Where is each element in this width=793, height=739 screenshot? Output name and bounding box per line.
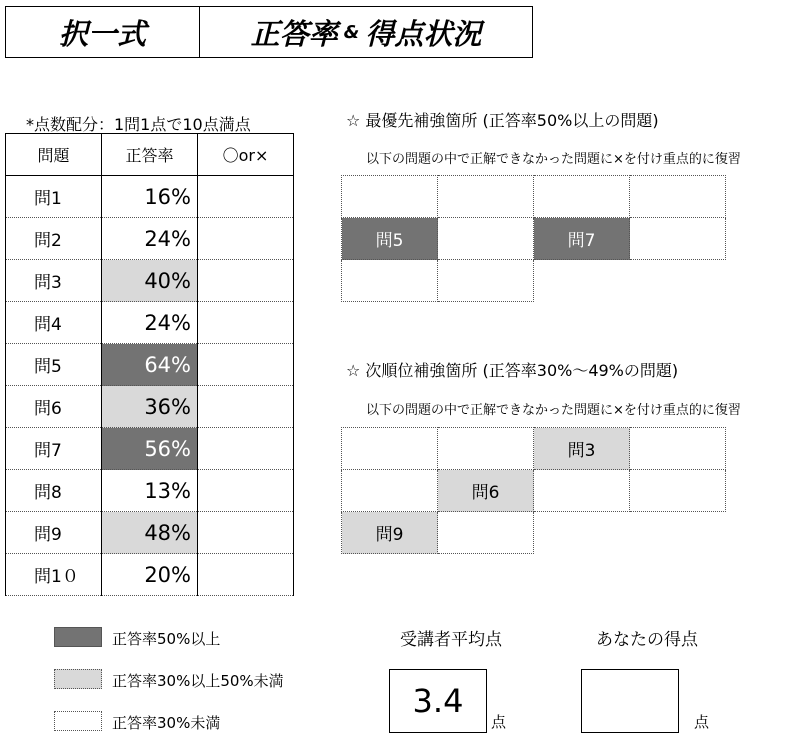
table-row: [6, 176, 294, 218]
grid-empty: [534, 512, 630, 554]
rate-value: 56%: [102, 428, 198, 470]
question-label: 問8: [6, 470, 102, 512]
table-row: [6, 344, 294, 386]
question-label: 問2: [6, 218, 102, 260]
table-row: [6, 302, 294, 344]
grid-row: [342, 176, 726, 218]
title-amp: &: [343, 21, 360, 43]
mark-cell[interactable]: [198, 344, 294, 386]
average-unit: 点: [491, 713, 507, 731]
question-label: 問9: [6, 512, 102, 554]
rate-value: 13%: [102, 470, 198, 512]
grid-cell: [534, 176, 630, 218]
mark-cell[interactable]: [198, 386, 294, 428]
question-label: 問5: [6, 344, 102, 386]
question-label: 問1: [6, 176, 102, 218]
mark-cell[interactable]: [198, 218, 294, 260]
table-row: [6, 218, 294, 260]
mark-cell[interactable]: [198, 302, 294, 344]
score-note: *点数配分：1問1点で10点満点: [26, 115, 251, 134]
legend-label-dark: 正答率50%以上: [112, 630, 221, 648]
grid-cell: [438, 218, 534, 260]
mark-cell[interactable]: [198, 260, 294, 302]
grid-cell: [438, 176, 534, 218]
rate-value: 24%: [102, 218, 198, 260]
grid-cell: [630, 176, 726, 218]
average-score-box: [389, 669, 487, 733]
table-row: [6, 554, 294, 596]
table-row: [6, 428, 294, 470]
table-row: [6, 470, 294, 512]
title-right: [200, 7, 532, 57]
legend-label-white: 正答率30%未満: [112, 714, 221, 732]
question-label: 問4: [6, 302, 102, 344]
grid-question-cell: 問7: [534, 218, 630, 260]
mark-cell[interactable]: [198, 428, 294, 470]
grid-question-cell: 問6: [438, 470, 534, 512]
grid-cell: [438, 428, 534, 470]
grid-cell: [342, 428, 438, 470]
question-label: 問1０: [6, 554, 102, 596]
legend-label-light: 正答率30%以上50%未満: [112, 672, 284, 690]
table-header-row: [6, 134, 294, 176]
rate-value: 64%: [102, 344, 198, 386]
header-mark: 〇or×: [198, 134, 294, 176]
secondary-grid: [341, 427, 726, 554]
average-label: 受講者平均点: [400, 630, 502, 650]
mark-cell[interactable]: [198, 470, 294, 512]
table-row: [6, 260, 294, 302]
grid-question-cell: 問5: [342, 218, 438, 260]
grid-cell: [342, 470, 438, 512]
grid-cell: [630, 218, 726, 260]
question-label: 問6: [6, 386, 102, 428]
grid-cell: [342, 176, 438, 218]
your-score-label: あなたの得点: [596, 630, 698, 650]
rate-value: 48%: [102, 512, 198, 554]
grid-cell: [342, 260, 438, 302]
title-box: [5, 6, 533, 58]
your-score-unit: 点: [694, 713, 710, 731]
legend-swatch-light: [54, 669, 102, 689]
header-question: 問題: [6, 134, 102, 176]
title-left: 択一式: [6, 7, 200, 57]
grid-question-cell: 問3: [534, 428, 630, 470]
question-table: [5, 133, 294, 596]
grid-row: [342, 428, 726, 470]
mark-cell[interactable]: [198, 554, 294, 596]
your-score-box[interactable]: [581, 669, 679, 733]
rate-value: 36%: [102, 386, 198, 428]
mark-cell[interactable]: [198, 176, 294, 218]
section2-subtitle: 以下の問題の中で正解できなかった問題に×を付け重点的に復習: [366, 403, 741, 418]
grid-cell: [630, 470, 726, 512]
grid-question-cell: 問9: [342, 512, 438, 554]
mark-cell[interactable]: [198, 512, 294, 554]
question-label: 問7: [6, 428, 102, 470]
rate-value: 24%: [102, 302, 198, 344]
grid-row: [342, 218, 726, 260]
grid-cell: [534, 470, 630, 512]
grid-row: [342, 260, 726, 302]
grid-empty: [630, 512, 726, 554]
table-row: [6, 386, 294, 428]
grid-empty: [630, 260, 726, 302]
legend-swatch-white: [54, 711, 102, 731]
grid-cell: [630, 428, 726, 470]
section1-subtitle: 以下の問題の中で正解できなかった問題に×を付け重点的に復習: [366, 152, 741, 167]
table-row: [6, 512, 294, 554]
average-score-value: 3.4: [412, 682, 464, 720]
rate-value: 40%: [102, 260, 198, 302]
header-rate: 正答率: [102, 134, 198, 176]
rate-value: 16%: [102, 176, 198, 218]
grid-empty: [534, 260, 630, 302]
grid-cell: [438, 260, 534, 302]
grid-cell: [438, 512, 534, 554]
grid-row: [342, 470, 726, 512]
question-label: 問3: [6, 260, 102, 302]
title-score: 得点状況: [365, 16, 482, 51]
grid-row: [342, 512, 726, 554]
title-rate: 正答率: [250, 16, 338, 51]
legend-swatch-dark: [54, 627, 102, 647]
priority-grid: [341, 175, 726, 302]
rate-value: 20%: [102, 554, 198, 596]
section1-title: ☆ 最優先補強箇所 (正答率50%以上の問題): [346, 111, 659, 130]
section2-title: ☆ 次順位補強箇所 (正答率30%～49%の問題): [346, 361, 679, 380]
